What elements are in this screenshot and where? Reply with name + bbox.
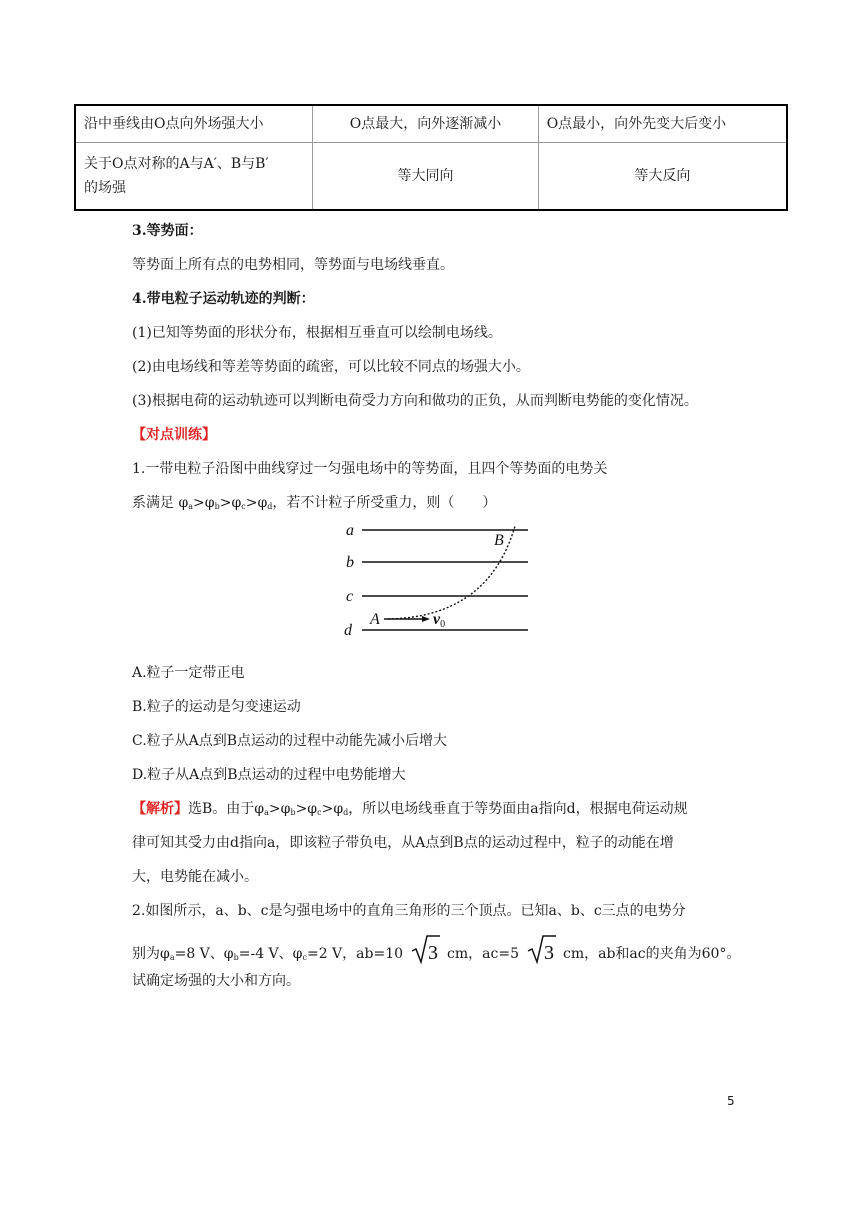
sqrt-radicand: 3 <box>543 942 554 964</box>
subscript: d <box>267 502 273 511</box>
text: cm，ac=5 <box>447 946 519 962</box>
sqrt-symbol <box>527 934 557 964</box>
sqrt-radicand: 3 <box>428 942 439 964</box>
point-b-label: B <box>494 532 504 549</box>
phi-symbol: φ <box>160 946 170 962</box>
table-cell: O点最大，向外逐渐减小 <box>313 105 538 143</box>
gt-sign: > <box>295 801 308 817</box>
equipotential-figure <box>338 516 538 640</box>
text: =2 V，ab=10 <box>306 946 404 962</box>
comparison-table <box>74 104 788 211</box>
text: 别为 <box>132 946 160 962</box>
line-label-c: c <box>346 588 354 605</box>
table-cell: 沿中垂线由O点向外场强大小 <box>75 105 313 143</box>
section4-heading: 4.带电粒子运动轨迹的判断： <box>132 291 315 307</box>
phi-symbol: φ <box>280 801 291 817</box>
table-row <box>75 105 787 143</box>
q2-line2 <box>132 934 740 964</box>
subscript: b <box>233 953 239 962</box>
arrow-head-icon <box>422 616 430 622</box>
subscript: b <box>290 808 296 817</box>
text: cm，ab和ac的夹角为60°。 <box>562 946 741 962</box>
section3-text: 等势面上所有点的电势相同，等势面与电场线垂直。 <box>132 257 454 273</box>
phi-symbol: φ <box>257 495 268 511</box>
gt-sign: > <box>193 495 205 511</box>
sqrt-symbol <box>411 934 441 964</box>
text: 选B。由于 <box>188 801 255 817</box>
q2-line1: 2.如图所示，a、b、c是匀强电场中的直角三角形的三个顶点。已知a、b、c三点的电势分 <box>132 903 686 919</box>
subscript: b <box>214 502 220 511</box>
gt-sign: > <box>321 801 334 817</box>
q2-line3: 试确定场强的大小和方向。 <box>132 973 300 989</box>
page-number: 5 <box>727 1094 735 1108</box>
phi-symbol: φ <box>178 495 189 511</box>
option-d: D.粒子从A点到B点运动的过程中电势能增大 <box>132 767 406 783</box>
gt-sign: > <box>219 495 232 511</box>
section4-item: (1)已知等势面的形状分布，根据相互垂直可以绘制电场线。 <box>132 325 502 341</box>
table-cell: O点最小，向外先变大后变小 <box>538 105 787 143</box>
table-cell: 等大同向 <box>313 143 538 211</box>
table-cell <box>75 143 313 211</box>
table-row <box>75 143 787 211</box>
subscript: c <box>241 502 246 511</box>
line-label-d: d <box>344 622 352 639</box>
text: ，若不计粒子所受重力，则（ ） <box>272 495 497 511</box>
velocity-label: v0 <box>433 611 446 630</box>
subscript: d <box>343 808 349 817</box>
phi-symbol: φ <box>223 946 234 962</box>
q1-line2 <box>132 492 496 512</box>
phi-symbol: φ <box>204 495 215 511</box>
gt-sign: > <box>245 495 258 511</box>
analysis-line1 <box>132 798 688 818</box>
analysis-line3: 大，电势能在减小。 <box>132 869 258 885</box>
text: 系满足 <box>132 495 174 511</box>
text: =-4 V、 <box>238 946 293 962</box>
section4-item: (2)由电场线和等差等势面的疏密，可以比较不同点的场强大小。 <box>132 359 530 375</box>
analysis-label: 【解析】 <box>132 801 188 817</box>
option-b: B.粒子的运动是匀变速运动 <box>132 699 301 715</box>
gt-sign: > <box>268 801 281 817</box>
point-a-label: A <box>370 611 380 628</box>
option-c: C.粒子从A点到B点运动的过程中动能先减小后增大 <box>132 733 448 749</box>
option-a: A.粒子一定带正电 <box>132 665 245 681</box>
table-cell: 等大反向 <box>538 143 787 211</box>
subscript: a <box>169 953 175 962</box>
line-label-a: a <box>346 522 354 539</box>
section3-heading: 3.等势面： <box>132 223 203 239</box>
cell-line: 的场强 <box>84 180 126 196</box>
subscript: a <box>188 502 194 511</box>
q1-line1: 1.一带电粒子沿图中曲线穿过一匀强电场中的等势面，且四个等势面的电势关 <box>132 461 608 477</box>
text: =8 V、 <box>174 946 224 962</box>
phi-symbol: φ <box>292 946 303 962</box>
phi-symbol: φ <box>254 801 265 817</box>
phi-symbol: φ <box>333 801 344 817</box>
analysis-line2: 律可知其受力由d指向a，即该粒子带负电，从A点到B点的运动过程中，粒子的动能在增 <box>132 835 674 851</box>
cell-line: 关于O点对称的A与A′、B与B′ <box>84 156 269 172</box>
practice-label: 【对点训练】 <box>132 427 216 443</box>
subscript: c <box>302 953 307 962</box>
section4-item: (3)根据电荷的运动轨迹可以判断电荷受力方向和做功的正负，从而判断电势能的变化情况。 <box>132 393 698 409</box>
subscript: a <box>264 808 269 817</box>
text: ，所以电场线垂直于等势面由a指向d，根据电荷运动规 <box>348 801 688 817</box>
line-label-b: b <box>346 554 354 571</box>
phi-symbol: φ <box>307 801 318 817</box>
phi-symbol: φ <box>231 495 242 511</box>
subscript: c <box>317 808 322 817</box>
